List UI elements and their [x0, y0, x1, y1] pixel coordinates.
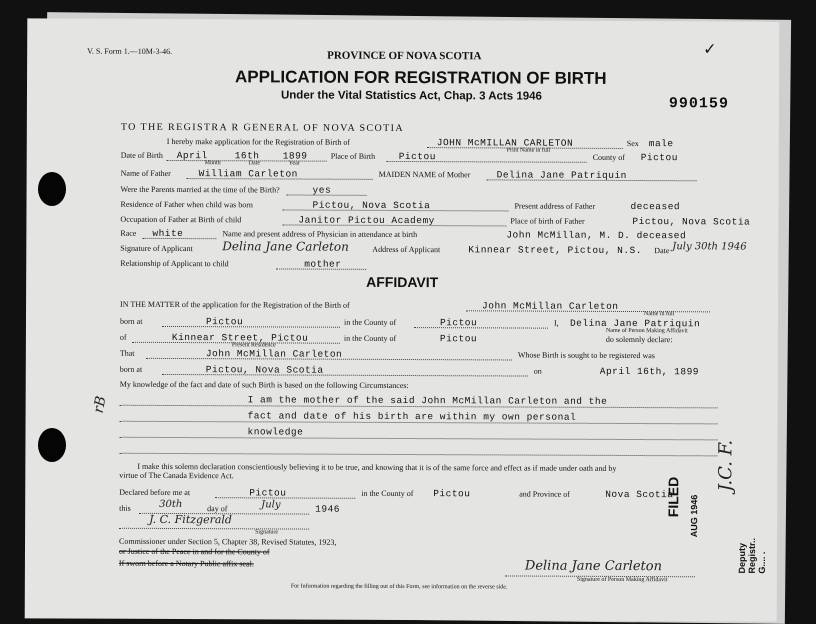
circumstance-line-1: I am the mother of the said John McMillan Carleton and the	[247, 394, 608, 407]
father-value: William Carleton	[198, 168, 298, 180]
birth-registration-form	[25, 18, 780, 621]
physician-value: John McMillan, M. D. deceased	[506, 229, 687, 242]
applicant-address-value: Kinnear Street, Pictou, N.S.	[468, 244, 642, 257]
declared-day: 30th	[159, 498, 183, 511]
married-value: yes	[312, 184, 332, 196]
relationship-value: mother	[304, 258, 342, 270]
sex-value: male	[648, 138, 674, 150]
binder-hole-top	[38, 172, 66, 206]
commissioner-signature: J. C. Fitzgerald	[149, 512, 233, 527]
affidavit-section: AFFIDAVIT IN THE MATTER of the application for the Registration of the Birth of John McMillan Carleton Name in full born at Pictou in the County of Pictou I, Delina Jane Patriquin Name of Person Making Affidavit of Kinnear Street, Pictou Present Residence in the County of Pictou do solemnly declare: That John McMillan Carleton Whose Birth is sought to be registered was born at Pictou, Nova Scotia on April 16th, 1899 My knowledge of the fact and date of such Birth is based on the following Circumstances: I am the mother of the said John McMillan Carleton and the fact and date of his birth are within my own personal knowledge I make this solemn declaration conscientiously believing it to be true, and knowing that it is of the same force and effect as if made under oath and by virtue of The Canada Evidence Act. Declared before me at Pictou in the County of Pictou and Province of Nova Scotia this 30th day of July 1946 J. C. Fitzgerald Signature Commissioner under Section 5, Chapter 38, Revised Statutes, 1923, or Justice of the Peace in and for the County of If sworn before a Notary Public affix seal. Delina Jane Carleton Signature of Person Making Affidavit For Information regarding the filling out of this Form, see information on the reverse side.	[27, 18, 779, 21]
declared-at-value: Pictou	[249, 487, 287, 499]
date-signed-value: July 30th 1946	[672, 241, 747, 253]
form-code: V. S. Form 1.—10M-3-46.	[87, 46, 173, 56]
race-value: white	[152, 227, 184, 240]
circumstance-line-2: fact and date of his birth are within my own personal	[247, 410, 577, 423]
deponent-signature: Delina Jane Carleton	[524, 558, 663, 575]
binder-hole-bottom	[38, 428, 66, 462]
county-value: Pictou	[640, 152, 678, 164]
affidavit-on-date: April 16th, 1899	[599, 365, 700, 378]
place-value: Pictou	[398, 150, 436, 163]
circumstance-line-3: knowledge	[247, 426, 304, 438]
declared-county-value: Pictou	[433, 488, 471, 500]
child-name-value: JOHN McMILLAN CARLETON	[436, 137, 574, 149]
declared-province-value: Nova Scotia	[605, 488, 674, 501]
declared-month: July	[261, 499, 281, 511]
province-heading: PROVINCE OF NOVA SCOTIA	[327, 49, 482, 63]
that-name: John McMillan Carleton	[205, 348, 343, 360]
father-occupation-value: Janitor Pictou Academy	[298, 214, 435, 227]
form-title: APPLICATION FOR REGISTRATION OF BIRTH	[235, 67, 607, 88]
filed-date-stamp: AUG 1946	[689, 494, 700, 538]
affidavit-child-name: John McMillan Carleton	[482, 300, 619, 312]
father-birthplace-value: Pictou, Nova Scotia	[632, 216, 751, 228]
affidavit-born-at: Pictou	[205, 316, 244, 328]
dob-month-value: April	[176, 150, 208, 162]
deponent-name: Delina Jane Patriquin	[569, 317, 701, 330]
check-mark: ✓	[703, 41, 717, 59]
to-registrar: TO THE REGISTRA R GENERAL OF NOVA SCOTIA	[120, 121, 405, 135]
margin-mark: rB	[90, 394, 110, 415]
application-section: I hereby make application for the Registration of Birth of JOHN McMILLAN CARLETON Print Name in full Sex male Date of Birth April 16th 1899 Month Date Year Place of Birth Pictou County of Pictou Name of Father William Carleton MAIDEN NAME of Mother Delina Jane Patriquin Were the Parents married at the time of the Birth? yes Residence of Father when child was born Pictou, Nova Scotia Present address of Father deceased Occupation of Father at Birth of child Janitor Pictou Academy Place of birth of Father Pictou, Nova Scotia Race white Name and present address of Physician in attendance at birth John McMillan, M. D. deceased Signature of Applicant Delina Jane Carleton Address of Applicant Kinnear Street, Pictou, N.S. Date July 30th 1946 Relationship of Applicant to child mother	[120, 136, 751, 270]
father-present-address-value: deceased	[630, 200, 681, 213]
dob-date-value: 16th	[234, 150, 260, 162]
affidavit-heading: AFFIDAVIT	[366, 273, 439, 291]
deputy-registrar-stamp: Deputy Registr.. G.... .	[736, 537, 767, 574]
deponent-residence: Kinnear Street, Pictou	[171, 331, 309, 344]
filed-stamp: FILED	[665, 476, 682, 518]
father-residence-value: Pictou, Nova Scotia	[312, 199, 431, 212]
footer-note: For Information regarding the filling out of this Form, see information on the reverse side.	[290, 583, 508, 591]
declared-year: 1946	[315, 503, 341, 515]
affidavit-county: Pictou	[439, 317, 478, 329]
mother-value: Delina Jane Patriquin	[496, 169, 627, 181]
affidavit-born-at-2: Pictou, Nova Scotia	[205, 364, 324, 376]
registration-number: 990159	[668, 95, 729, 113]
affidavit-county-2: Pictou	[439, 333, 478, 345]
form-subtitle: Under the Vital Statistics Act, Chap. 3 Acts 1946	[280, 89, 542, 103]
dob-year-value: 1899	[282, 150, 308, 162]
applicant-signature: Delina Jane Carleton	[222, 239, 349, 254]
margin-signature: J.C. F.	[715, 439, 737, 492]
